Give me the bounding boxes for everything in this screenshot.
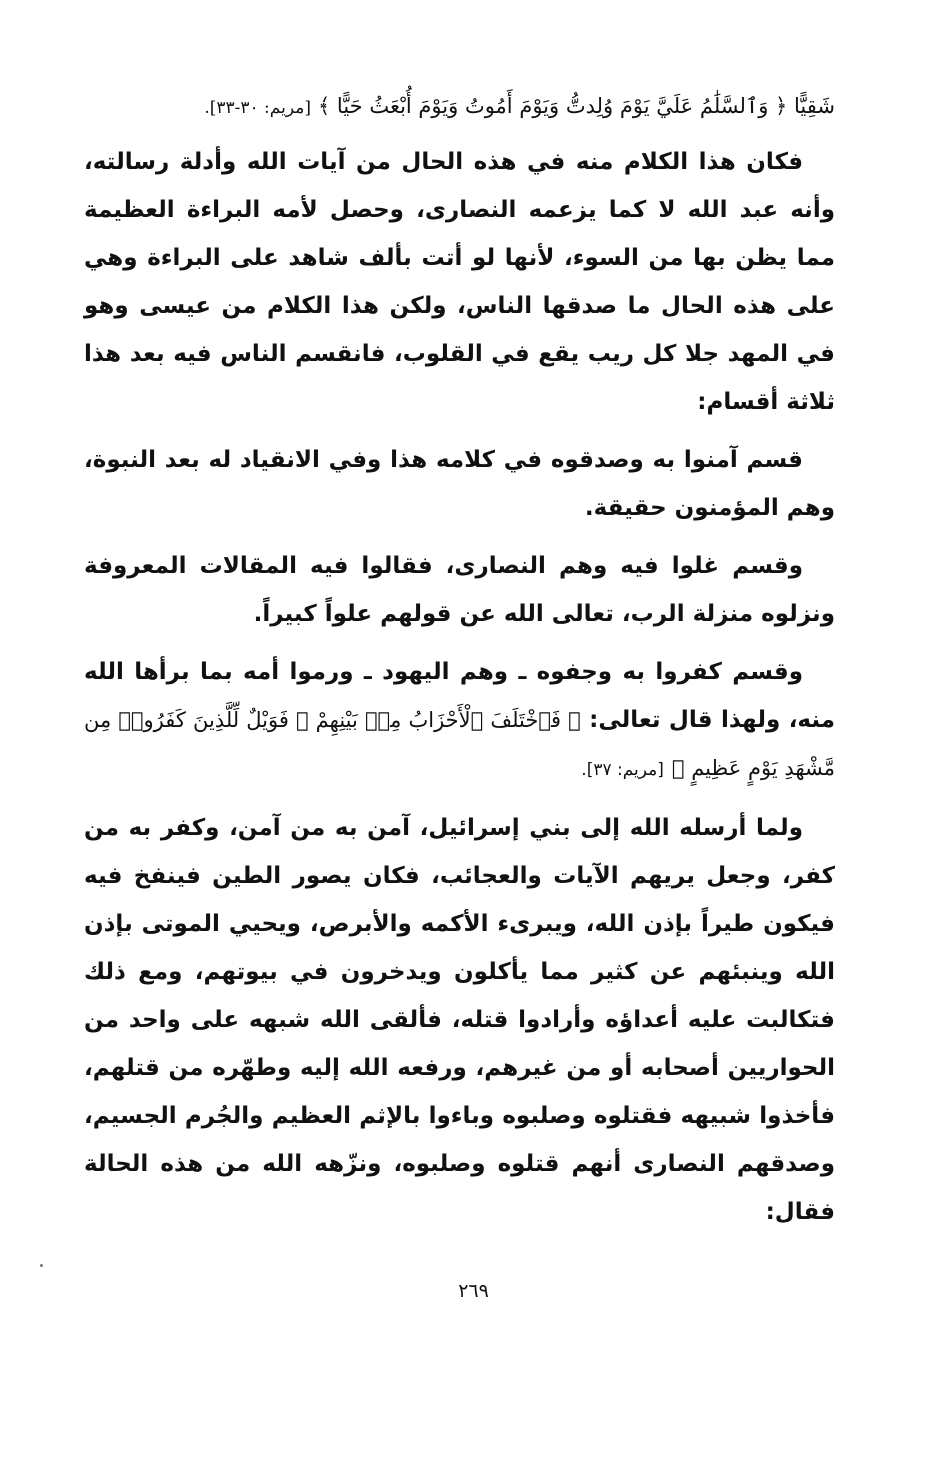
quran-verse: شَقِيًّا ﴿ وَٱلسَّلَٰمُ عَلَيَّ يَوْمَ وُلِدتُّ وَيَوْمَ أَمُوتُ وَيَوْمَ أُبْعَثُ حَيًّا ﴾ xyxy=(317,94,835,118)
paragraph-2: قسم آمنوا به وصدقوه في كلامه هذا وفي الانقياد له بعد النبوة، وهم المؤمنون حقيقة. xyxy=(84,447,835,521)
paragraph-5: ولما أرسله الله إلى بني إسرائيل، آمن به من آمن، وكفر به من كفر، وجعل يريهم الآيات والعجائب، فكان يصور الطين فينفخ فيه فيكون طيراً بإذن الله، ويبرىء الأكمه والأبرص، ويحيي الموتى بإذن الله وينبئهم عن كثير مما يأكلون ويدخرون في بيوتهم، ومع ذلك فتكالبت عليه أعداؤه وأرادوا قتله، فألقى الله شبهه على واحد من الحواريين أصحابه أو من غيرهم، ورفعه الله إليه وطهّره من قتلهم، فأخذوا شبيهه فقتلوه وصلبوه وباءوا بالإثم العظيم والجُرم الجسيم، وصدقهم النصارى أنهم قتلوه وصلبوه، ونزّهه الله من هذه الحالة فقال: xyxy=(84,815,835,1225)
page-number: ٢٦٩ xyxy=(458,1280,489,1302)
paragraph-1: فكان هذا الكلام منه في هذه الحال من آيات الله وأدلة رسالته، وأنه عبد الله لا كما يزعمه النصارى، وحصل لأمه البراءة العظيمة مما يظن بها من السوء، لأنها لو أتت بألف شاهد على البراءة وهي على هذه الحال ما صدقها الناس، ولكن هذا الكلام من عيسى وهو في المهد جلا كل ريب يقع في القلوب، فانقسم الناس فيه بعد هذا ثلاثة أقسام: xyxy=(84,149,835,415)
quran-verse-line xyxy=(84,84,835,130)
verse-reference-inline: [مريم: ٣٧]. xyxy=(581,760,664,780)
paragraph-4 xyxy=(84,648,835,794)
verse-reference: [مريم: ٣٠-٣٣]. xyxy=(204,98,311,118)
page-body xyxy=(84,84,835,1246)
paragraph-4-text: وقسم كفروا به وجفوه ـ وهم اليهود ـ ورموا أمه بما برأها الله منه، ولهذا قال تعالى: xyxy=(84,659,836,733)
quran-verse-inline: ﴿ فَٱخْتَلَفَ ٱلْأَحْزَابُ مِنۢ بَيْنِهِمْ ۖ فَوَيْلٌ لِّلَّذِينَ كَفَرُوا۟ مِن مَّشْهَدِ يَوْمٍ عَظِيمٍ ﴾ xyxy=(84,708,835,780)
paragraph-3: وقسم غلوا فيه وهم النصارى، فقالوا فيه المقالات المعروفة ونزلوه منزلة الرب، تعالى الله عن قولهم علواً كبيراً. xyxy=(84,553,835,627)
margin-mark xyxy=(40,1264,43,1267)
